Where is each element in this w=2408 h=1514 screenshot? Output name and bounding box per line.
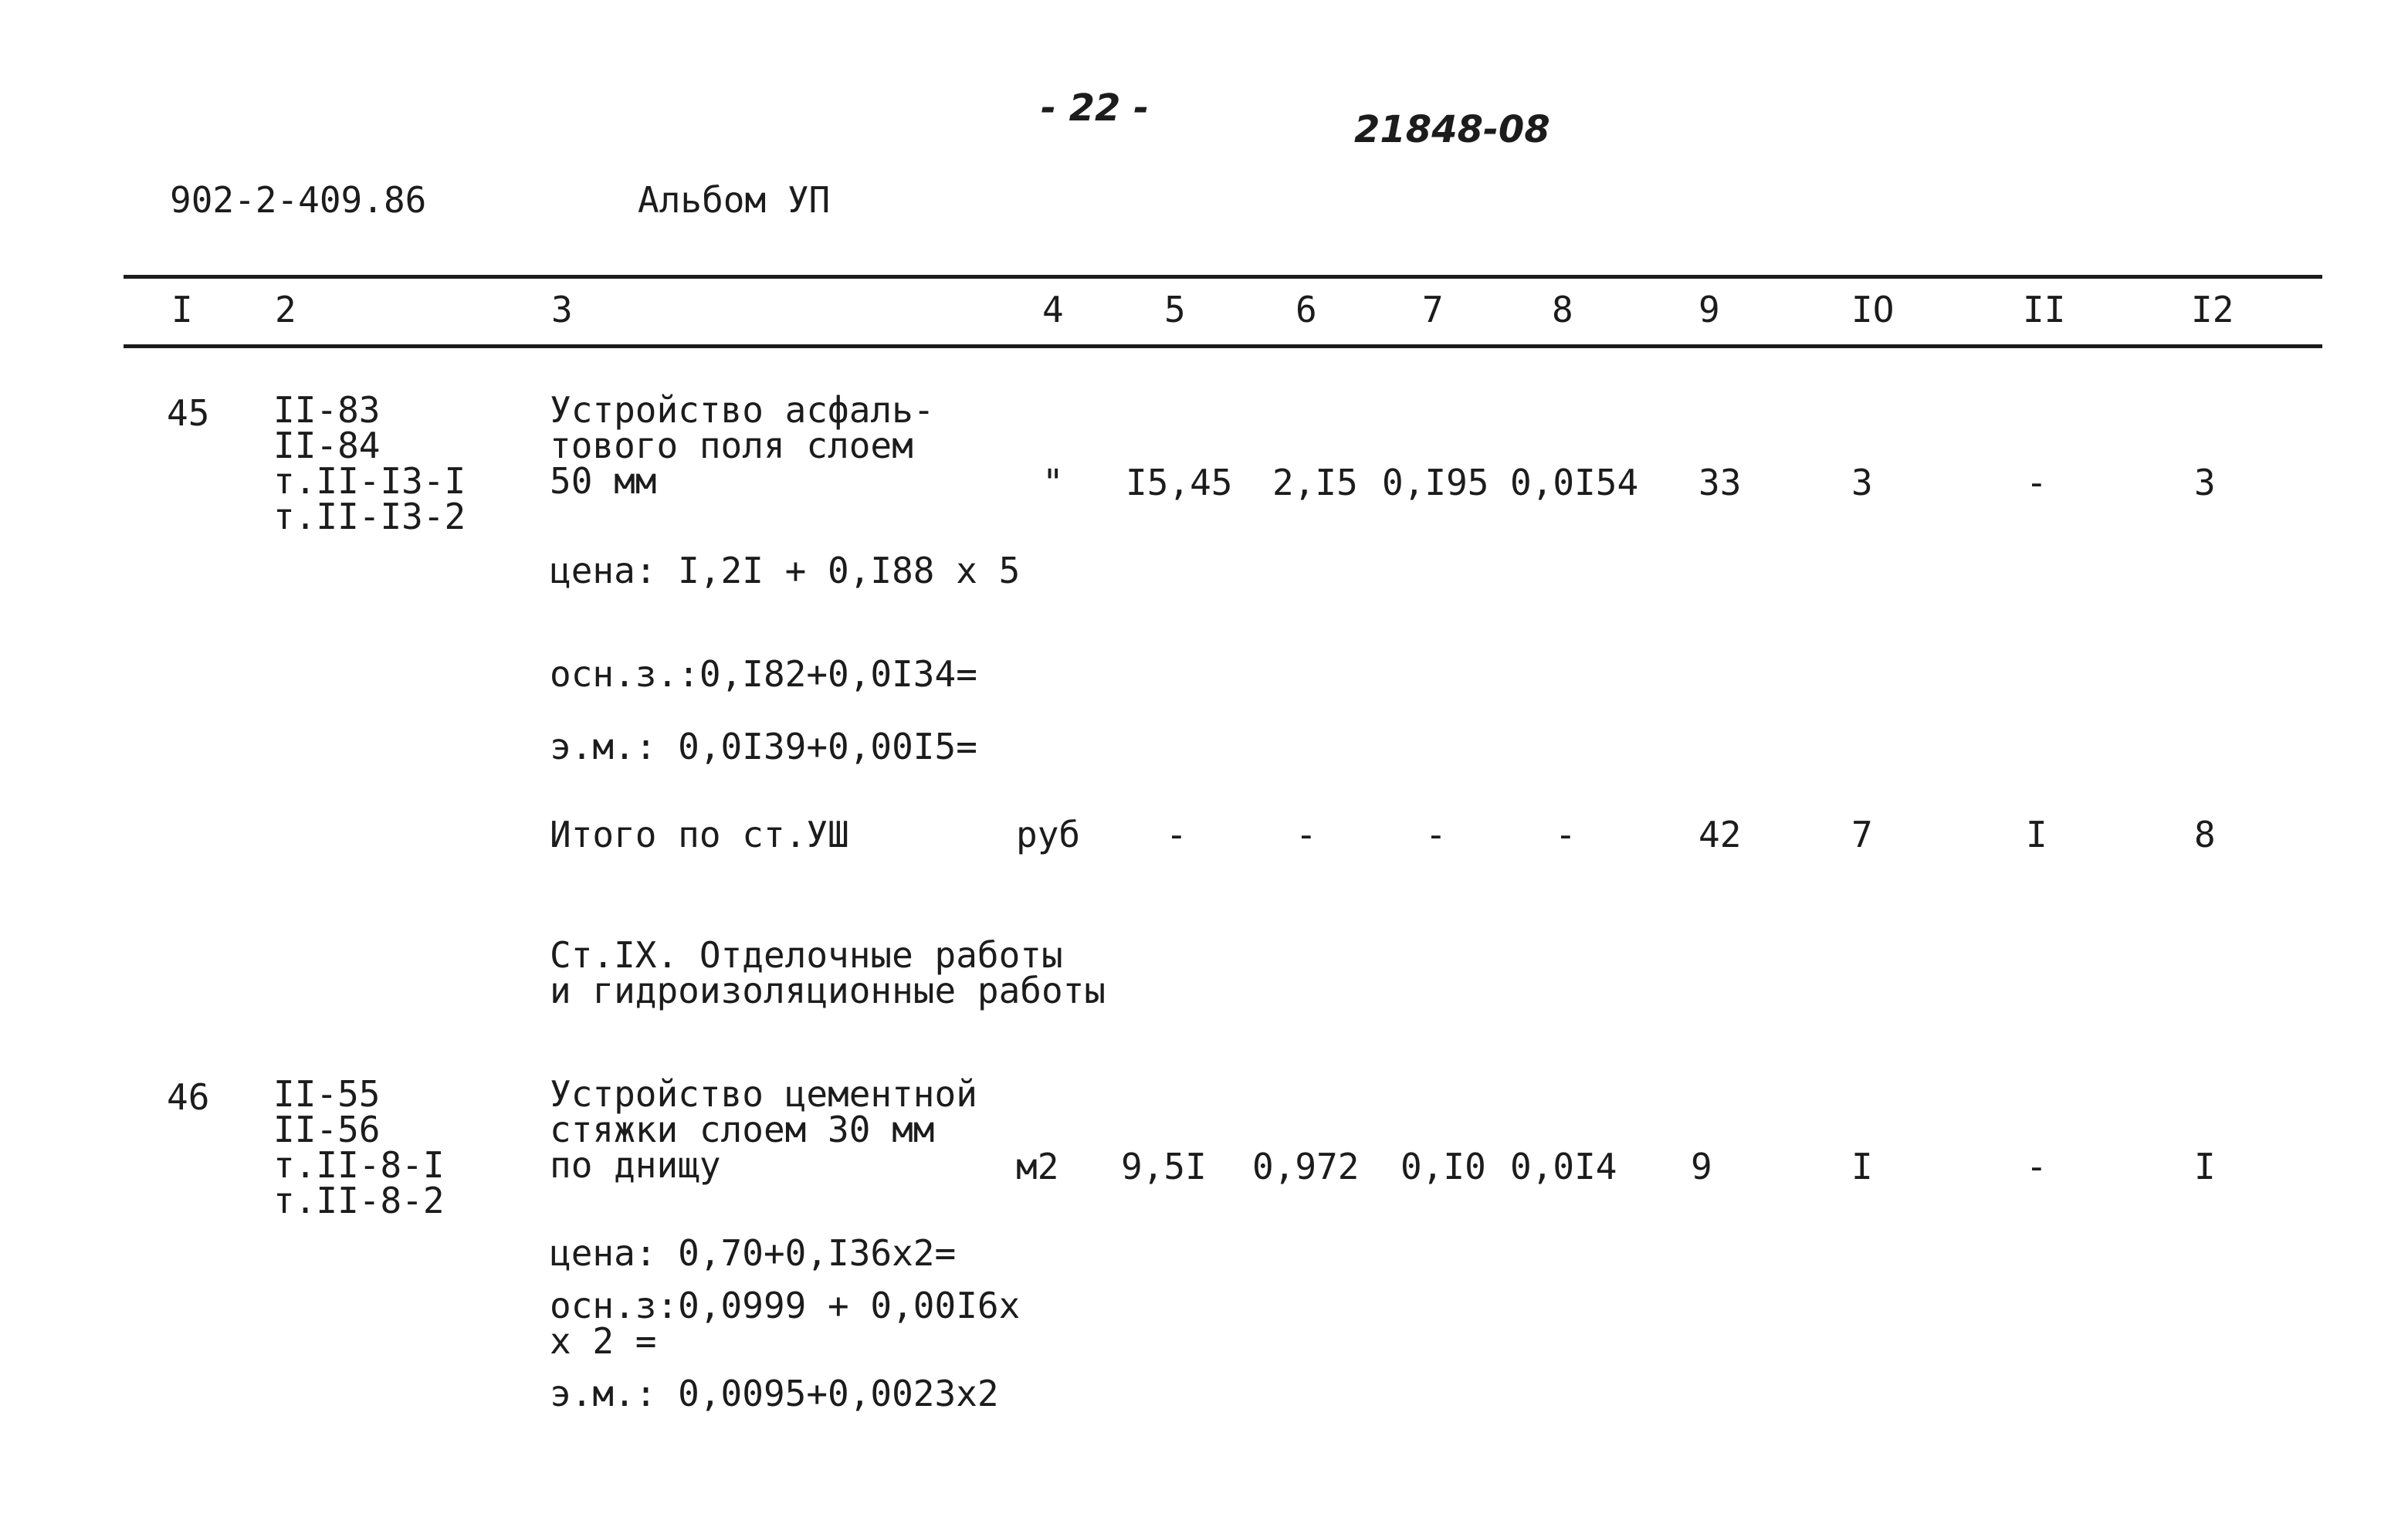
norm-code: т.II-8-I xyxy=(273,1144,445,1186)
quantity-cell: I5,45 xyxy=(1126,462,1233,503)
note-line: осн.з:0,0999 + 0,00I6х xyxy=(550,1285,1021,1326)
norm-code: II-56 xyxy=(273,1109,381,1150)
price-note: цена: I,2I + 0,I88 х 5 xyxy=(550,550,1021,591)
norm-code: II-55 xyxy=(273,1073,381,1115)
norm-codes xyxy=(273,389,466,537)
norm-code: II-83 xyxy=(273,389,381,431)
unit-cell: м2 xyxy=(1016,1146,1059,1187)
machines-note: э.м.: 0,0I39+0,00I5= xyxy=(550,726,977,767)
column-header: I2 xyxy=(2191,289,2234,330)
description-line: Устройство цементной xyxy=(550,1073,977,1115)
column-header: IO xyxy=(1851,289,1895,330)
machines-note: э.м.: 0,0095+0,0023х2 xyxy=(550,1373,999,1414)
column-12-cell: 3 xyxy=(2194,462,2216,503)
wage-total-cell: 3 xyxy=(1851,462,1873,503)
work-description xyxy=(550,389,935,502)
section-heading-line: и гидроизоляционные работы xyxy=(550,970,1106,1011)
row-number: 46 xyxy=(167,1076,210,1118)
section-heading xyxy=(550,934,1106,1011)
machines-cell: 0,0I54 xyxy=(1510,462,1639,503)
base-wage-note xyxy=(550,1285,1021,1362)
note-line: х 2 = xyxy=(550,1320,657,1362)
description-line: стяжки слоем 30 мм xyxy=(550,1109,935,1150)
subtotal-cell: - xyxy=(1425,814,1447,855)
section-heading-line: Ст.IX. Отделочные работы xyxy=(550,934,1063,976)
description-line: 50 мм xyxy=(550,460,657,502)
norm-code: т.II-8-2 xyxy=(273,1180,445,1221)
column-header: 7 xyxy=(1422,289,1444,330)
total-cost-cell: 9 xyxy=(1691,1146,1712,1187)
unit-price-cell: 2,I5 xyxy=(1272,462,1358,503)
column-header: 5 xyxy=(1164,289,1186,330)
unit-price-cell: 0,972 xyxy=(1252,1146,1360,1187)
subtotal-cell: - xyxy=(1555,814,1577,855)
album-label: Альбом УП xyxy=(638,179,831,221)
table-top-rule xyxy=(124,275,2322,279)
column-header: 9 xyxy=(1698,289,1720,330)
base-wage-cell: 0,I0 xyxy=(1400,1146,1486,1187)
subtotal-cell: 8 xyxy=(2194,814,2216,855)
subtotal-label: Итого по ст.УШ xyxy=(550,814,849,855)
subtotal-cell: - xyxy=(1295,814,1317,855)
column-header: 6 xyxy=(1295,289,1317,330)
norm-code: II-84 xyxy=(273,425,381,466)
subtotal-unit: руб xyxy=(1016,814,1081,855)
column-header: 2 xyxy=(275,289,296,330)
quantity-cell: 9,5I xyxy=(1121,1146,1207,1187)
subtotal-cell: 42 xyxy=(1698,814,1742,855)
subtotal-cell: I xyxy=(2026,814,2047,855)
column-header: II xyxy=(2023,289,2066,330)
subtotal-cell: 7 xyxy=(1851,814,1873,855)
wage-total-cell: I xyxy=(1851,1146,1873,1187)
machines-total-cell: - xyxy=(2026,462,2047,503)
description-line: по днищу xyxy=(550,1144,721,1186)
doc-code: 21848-08 xyxy=(1354,108,1550,151)
machines-cell: 0,0I4 xyxy=(1510,1146,1617,1187)
column-header: 8 xyxy=(1552,289,1573,330)
base-wage-note: осн.з.:0,I82+0,0I34= xyxy=(550,653,977,695)
machines-total-cell: - xyxy=(2026,1146,2047,1187)
description-line: тового поля слоем xyxy=(550,425,913,466)
subtotal-cell: - xyxy=(1166,814,1187,855)
column-header: I xyxy=(171,289,193,330)
base-wage-cell: 0,I95 xyxy=(1382,462,1489,503)
column-header: 4 xyxy=(1042,289,1064,330)
norm-code: т.II-I3-2 xyxy=(273,496,466,537)
column-header: 3 xyxy=(551,289,573,330)
table-header-rule xyxy=(124,344,2322,348)
total-cost-cell: 33 xyxy=(1698,462,1742,503)
project-code: 902-2-409.86 xyxy=(170,179,427,221)
page-number: - 22 - xyxy=(1041,86,1150,130)
description-line: Устройство асфаль- xyxy=(550,389,935,431)
column-12-cell: I xyxy=(2194,1146,2216,1187)
work-description xyxy=(550,1073,977,1186)
norm-code: т.II-I3-I xyxy=(273,460,466,502)
row-number: 45 xyxy=(167,392,210,434)
unit-cell: " xyxy=(1042,462,1064,503)
price-note: цена: 0,70+0,I36х2= xyxy=(550,1232,957,1274)
norm-codes xyxy=(273,1073,445,1221)
